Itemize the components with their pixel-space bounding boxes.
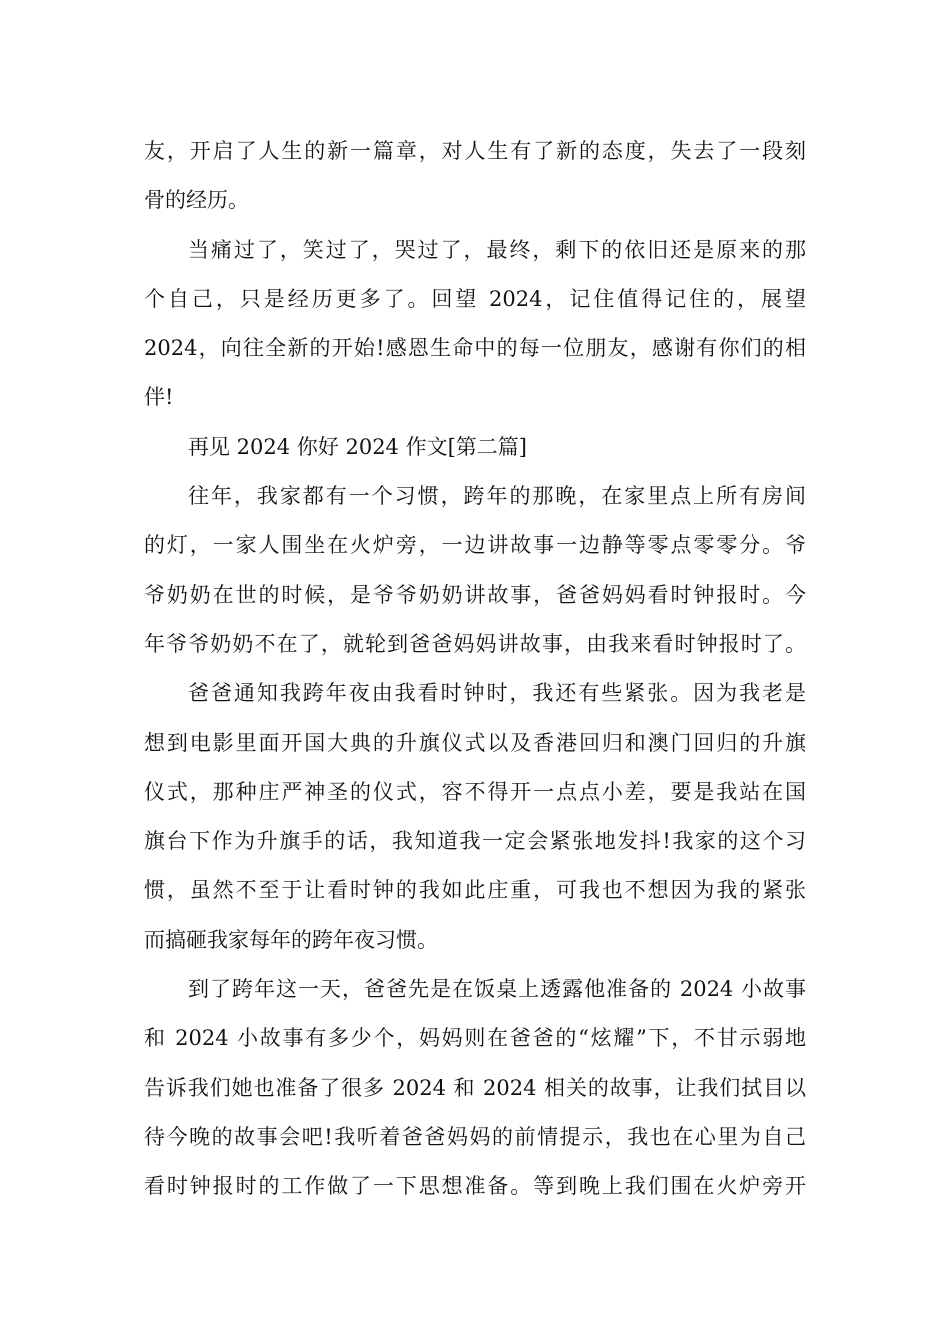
- text-line: 骨的经历。: [144, 188, 249, 213]
- text-line: 个自己，只是经历更多了。回望 2024，记住值得记住的，展望: [144, 286, 806, 311]
- paragraph-start-line: 到了跨年这一天，爸爸先是在饭桌上透露他准备的 2024 小故事: [188, 977, 806, 1002]
- text-line: 2024，向往全新的开始!感恩生命中的每一位朋友，感谢有你们的相: [144, 336, 806, 361]
- paragraph-start-line: 当痛过了，笑过了，哭过了，最终，剩下的依旧还是原来的那: [188, 237, 806, 262]
- text-line: 和 2024 小故事有多少个，妈妈则在爸爸的“炫耀”下，不甘示弱地: [144, 1026, 806, 1051]
- paragraph-start-line: 往年，我家都有一个习惯，跨年的那晚，在家里点上所有房间: [188, 484, 806, 509]
- text-line: 惯，虽然不至于让看时钟的我如此庄重，可我也不想因为我的紧张: [144, 878, 806, 903]
- text-line: 伴!: [144, 385, 174, 410]
- section-heading: 再见 2024 你好 2024 作文[第二篇]: [188, 434, 527, 459]
- text-line: 仪式，那种庄严神圣的仪式，容不得开一点点小差，要是我站在国: [144, 779, 806, 804]
- body-text: [144, 127, 806, 1212]
- text-line: 的灯，一家人围坐在火炉旁，一边讲故事一边静等零点零零分。爷: [144, 533, 806, 558]
- text-line: 旗台下作为升旗手的话，我知道我一定会紧张地发抖!我家的这个习: [144, 829, 806, 854]
- paragraph-start-line: 爸爸通知我跨年夜由我看时钟时，我还有些紧张。因为我老是: [188, 681, 806, 706]
- text-line: 告诉我们她也准备了很多 2024 和 2024 相关的故事，让我们拭目以: [144, 1075, 806, 1100]
- text-line: 友，开启了人生的新一篇章，对人生有了新的态度，失去了一段刻: [144, 139, 806, 163]
- text-line: 而搞砸我家每年的跨年夜习惯。: [144, 927, 438, 952]
- text-line: 爷奶奶在世的时候，是爷爷奶奶讲故事，爸爸妈妈看时钟报时。今: [144, 582, 806, 607]
- text-line: 想到电影里面开国大典的升旗仪式以及香港回归和澳门回归的升旗: [144, 730, 806, 755]
- text-line: 看时钟报时的工作做了一下思想准备。等到晚上我们围在火炉旁开: [144, 1174, 806, 1199]
- text-line: 待今晚的故事会吧!我听着爸爸妈妈的前情提示，我也在心里为自己: [144, 1124, 806, 1149]
- text-line: 年爷爷奶奶不在了，就轮到爸爸妈妈讲故事，由我来看时钟报时了。: [144, 631, 806, 656]
